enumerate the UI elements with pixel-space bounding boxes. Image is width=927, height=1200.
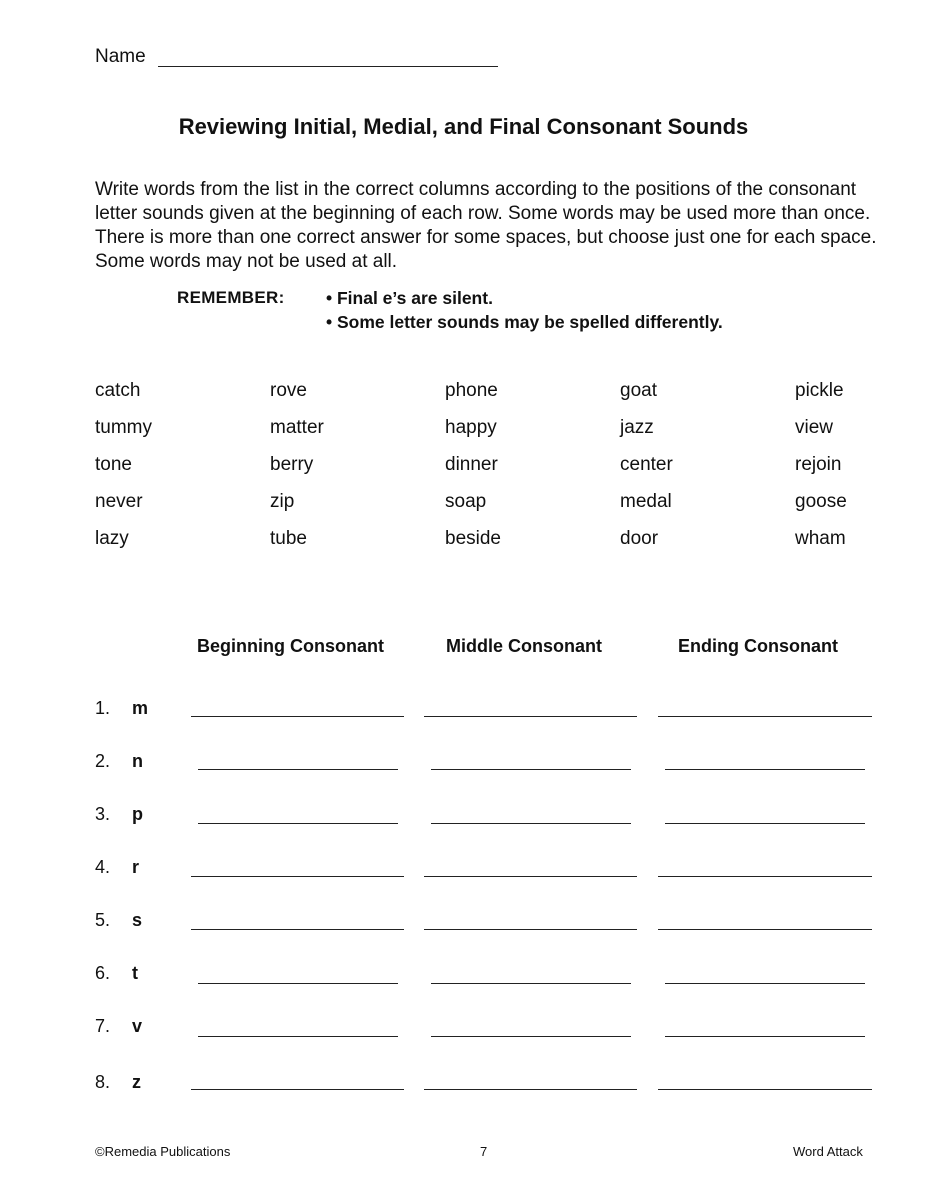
answer-blank-middle[interactable] xyxy=(431,769,631,770)
word-list-item: tummy xyxy=(95,417,152,438)
word-list-item: door xyxy=(620,528,659,549)
answer-blank-middle[interactable] xyxy=(431,1036,631,1037)
row-number: 1. xyxy=(95,698,111,718)
word-list-item: phone xyxy=(445,380,498,401)
answer-blank-middle[interactable] xyxy=(431,823,631,824)
answer-blank-ending[interactable] xyxy=(665,1036,865,1037)
word-list-item: never xyxy=(95,491,143,512)
instructions: Write words from the list in the correct columns according to the positions of the consonant letter sounds given at the beginning of each row. Some words may be used more than once. There is more than one correct answer for some spaces, but choose just one for each space. Some words may not be used at all. xyxy=(95,179,877,272)
answer-blank-beginning[interactable] xyxy=(191,1089,404,1090)
name-line xyxy=(158,66,498,67)
row-number: 2. xyxy=(95,751,111,771)
answer-blank-middle[interactable] xyxy=(424,876,637,877)
column-header-ending: Ending Consonant xyxy=(678,636,838,656)
word-list-item: view xyxy=(795,417,834,438)
word-list-item: berry xyxy=(270,454,314,475)
word-list-item: pickle xyxy=(795,380,844,401)
row-number: 4. xyxy=(95,857,111,877)
answer-blank-middle[interactable] xyxy=(424,1089,637,1090)
word-list-item: zip xyxy=(270,491,295,512)
answer-blank-ending[interactable] xyxy=(658,876,872,877)
word-list-item: rejoin xyxy=(795,454,842,475)
row-letter: t xyxy=(132,963,138,983)
word-list-item: catch xyxy=(95,380,141,401)
word-list-item: matter xyxy=(270,417,324,438)
row-letter: r xyxy=(132,857,140,877)
answer-blank-middle[interactable] xyxy=(431,983,631,984)
row-letter: s xyxy=(132,910,143,930)
remember-item: • Final e’s are silent. xyxy=(326,288,493,308)
answer-blank-beginning[interactable] xyxy=(191,876,404,877)
answer-blank-ending[interactable] xyxy=(665,823,865,824)
word-list-item: tube xyxy=(270,528,307,549)
footer-book-title: Word Attack xyxy=(793,1144,863,1159)
remember-item: • Some letter sounds may be spelled differently. xyxy=(326,312,723,332)
row-number: 3. xyxy=(95,804,111,824)
footer-page-number: 7 xyxy=(480,1144,488,1159)
answer-blank-beginning[interactable] xyxy=(191,929,404,930)
answer-blank-ending[interactable] xyxy=(658,929,872,930)
word-list-item: dinner xyxy=(445,454,498,475)
answer-blank-ending[interactable] xyxy=(665,983,865,984)
row-letter: p xyxy=(132,804,143,824)
row-letter: n xyxy=(132,751,143,771)
row-number: 7. xyxy=(95,1016,111,1036)
answer-blank-beginning[interactable] xyxy=(198,769,398,770)
word-list-item: lazy xyxy=(95,528,129,549)
answer-blank-ending[interactable] xyxy=(665,769,865,770)
page-title: Reviewing Initial, Medial, and Final Consonant Sounds xyxy=(178,114,749,139)
word-list-item: soap xyxy=(445,491,487,512)
word-list-item: center xyxy=(620,454,673,475)
row-letter: z xyxy=(132,1072,141,1092)
answer-blank-beginning[interactable] xyxy=(198,1036,398,1037)
answer-blank-middle[interactable] xyxy=(424,929,637,930)
answer-blank-middle[interactable] xyxy=(424,716,637,717)
word-list-item: tone xyxy=(95,454,132,475)
word-list-item: goat xyxy=(620,380,657,401)
word-list-item: medal xyxy=(620,491,672,512)
name-label: Name xyxy=(95,46,146,67)
word-list-item: rove xyxy=(270,380,307,401)
column-header-middle: Middle Consonant xyxy=(446,636,602,656)
footer-publisher: ©Remedia Publications xyxy=(95,1144,231,1159)
row-number: 8. xyxy=(95,1072,111,1092)
word-list-item: goose xyxy=(795,491,847,512)
row-number: 6. xyxy=(95,963,111,983)
column-header-beginning: Beginning Consonant xyxy=(197,636,384,656)
answer-blank-beginning[interactable] xyxy=(191,716,404,717)
answer-blank-ending[interactable] xyxy=(658,1089,872,1090)
row-number: 5. xyxy=(95,910,111,930)
answer-blank-beginning[interactable] xyxy=(198,983,398,984)
word-list-item: beside xyxy=(445,528,501,549)
row-letter: v xyxy=(132,1016,143,1036)
word-list-item: jazz xyxy=(620,417,654,438)
row-letter: m xyxy=(132,698,149,718)
answer-blank-ending[interactable] xyxy=(658,716,872,717)
word-list-item: happy xyxy=(445,417,497,438)
answer-blank-beginning[interactable] xyxy=(198,823,398,824)
word-list-item: wham xyxy=(795,528,846,549)
remember-label: REMEMBER: xyxy=(177,288,285,307)
